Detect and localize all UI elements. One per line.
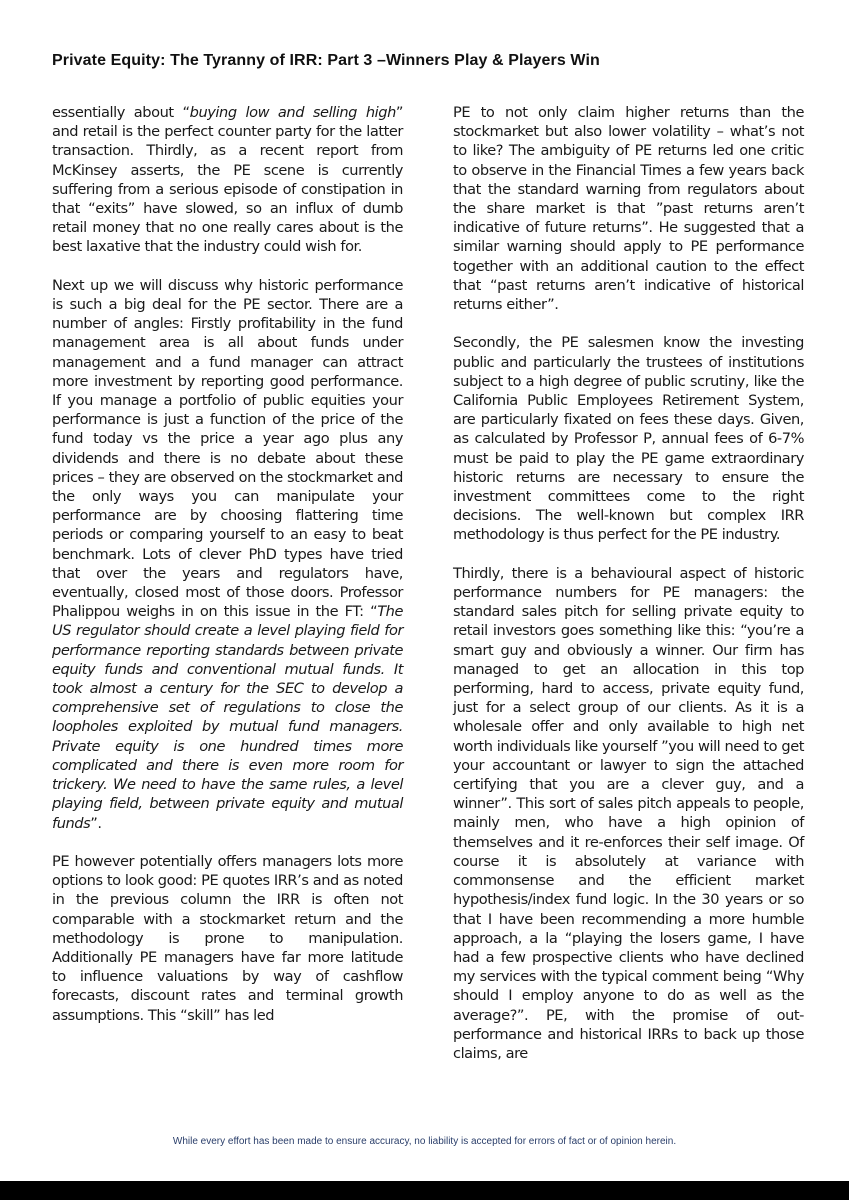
left-paragraph-1 [52, 103, 403, 257]
text-run: essentially about “ [52, 104, 190, 121]
right-paragraph-3: Thirdly, there is a behavioural aspect of historic performance numbers for PE managers: the standard sales pitch for selling private equity to retail investors goes something like this: “you’re a smart guy and obviously a winner. Our firm has managed to get an allocation in this top performing, hard to access, private equity fund, just for a select group of our clients. As it is a wholesale offer and only available to high net worth individuals like yourself ”you will need to get your accountant or lawyer to sign the attached certifying that you are a clever guy, and a winner”. This sort of sales pitch appeals to people, mainly men, who have a high opinion of themselves and it re-enforces their self image. Of course it is absolutely at variance with commonsense and the efficient market hypothesis/index fund logic. In the 30 years or so that I have been recommending a more humble approach, a la “playing the losers game, I have had a few prospective clients who have declined my services with the typical comment being “Why should I employ anyone to do as well as the average?”. PE, with the promise of out-performance and historical IRRs to back up those claims, are [453, 564, 804, 1062]
left-column [52, 103, 403, 1025]
footer-disclaimer: While every effort has been made to ensure accuracy, no liability is accepted for errors of fact or of opinion herein. [172, 1136, 677, 1147]
right-column [453, 103, 804, 1063]
left-paragraph-3: PE however potentially offers managers lots more options to look good: PE quotes IRR’s and as noted in the previous column the IRR is often not comparable with a stockmarket return and the methodology is prone to manipulation. Additionally PE managers have far more latitude to influence valuations by way of cashflow forecasts, discount rates and terminal growth assumptions. This “skill” has led [52, 852, 403, 1024]
right-paragraph-2: Secondly, the PE salesmen know the investing public and particularly the trustees of institutions subject to a high degree of public scrutiny, like the California Public Employees Retirement System, are particularly fixated on fees these days. Given, as calculated by Professor P, annual fees of 6-7% must be paid to play the PE game extraordinary historic returns are necessary to ensure the investment committees come to the right decisions. The well-known but complex IRR methodology is thus perfect for the PE industry. [453, 334, 804, 544]
bottom-bar [0, 1181, 849, 1200]
page-title: Private Equity: The Tyranny of IRR: Part 3 –Winners Play & Players Win [52, 52, 600, 69]
right-paragraph-1: PE to not only claim higher returns than the stockmarket but also lower volatility – what’s not to like? The ambiguity of PE returns led one critic to observe in the Financial Times a few years back that the standard warning from regulators about the share market is that ”past returns aren’t indicative of future returns”. He suggested that a similar warning should apply to PE performance together with an additional caution to the effect that “past returns aren’t indicative of historical returns either”. [453, 104, 804, 314]
italic-text: buying low and selling high [189, 104, 396, 121]
text-run: ”. [90, 814, 102, 832]
text-run: Next up we will discuss why historic performance is such a big deal for the PE sector. There are a number of angles: Firstly profitability in the fund management area is all about funds under management and a fund manager can attract more investment by reporting good performance. If you manage a portfolio of public equities your performance is just a function of the price of the fund today vs the price a year ago plus any dividends and there is no debate about these prices – they are observed on the stockmarket and the only ways you can manipulate your performance are by choosing flattering time periods or comparing yourself to an easy to beat benchmark. Lots of clever PhD types have tried that over the years and regulators have, eventually, closed most of those doors. Professor Phalippou weighs in on this issue in the FT: “ [52, 276, 403, 621]
left-paragraph-2 [52, 276, 403, 833]
text-run: ” and retail is the perfect counter party for the latter transaction. Thirdly, as a recent report from McKinsey asserts, the PE scene is currently suffering from a serious episode of constipation in that “exits” have slowed, so an influx of dumb retail money that no one really cares about is the best laxative that the industry could wish for. [52, 104, 404, 256]
italic-quote: The US regulator should create a level playing field for performance reporting standards between private equity funds and conventional mutual funds. It took almost a century for the SEC to develop a comprehensive set of regulations to close the loopholes exploited by mutual fund managers. Private equity is one hundred times more complicated and there is even more room for trickery. We need to have the same rules, a level playing field, between private equity and mutual funds [52, 603, 403, 832]
